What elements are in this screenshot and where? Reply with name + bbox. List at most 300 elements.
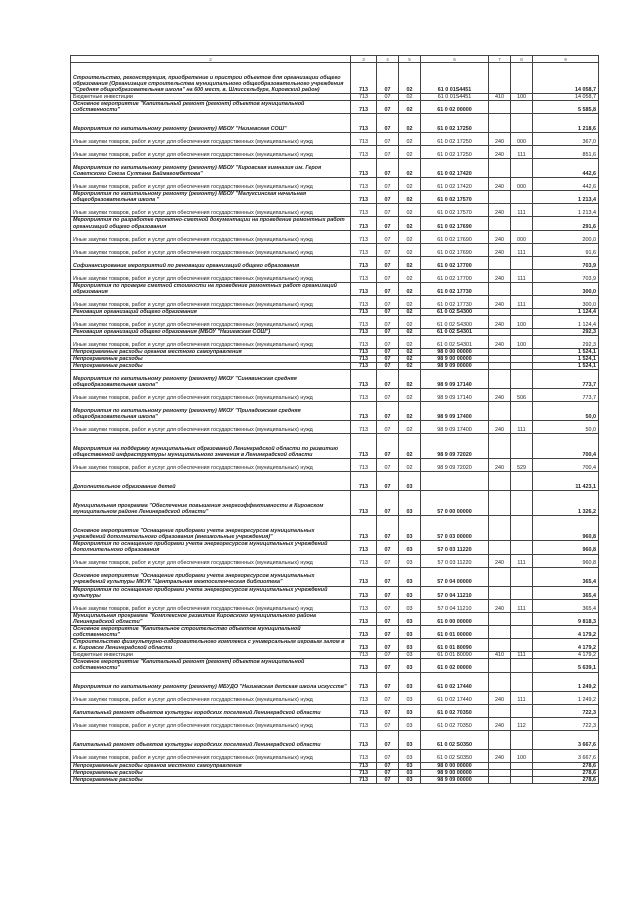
row-gr-code: 713 (351, 356, 377, 363)
row-amount: 703,9 (533, 256, 599, 269)
row-cs-code: 61 0 02 17730 (421, 295, 489, 308)
row-name: Непрограммные расходы органов местного самоуправления (71, 349, 351, 356)
row-pr-code: 03 (399, 599, 421, 612)
table-row (71, 472, 599, 491)
row-name: Иные закупки товаров, работ и услуг для обеспечения государственных (муниципальных) нужд (71, 230, 351, 243)
row-name: Основное мероприятие "Оснащение приборами учета энергоресурсов муниципальных учреждений дополнительного образования (внешкольные учреждения)" (71, 516, 351, 541)
row-gr-code: 713 (351, 133, 377, 146)
row-name: Иные закупки товаров, работ и услуг для обеспечения государственных (муниципальных) нужд (71, 421, 351, 434)
row-name: Бюджетные инвестиции (71, 94, 351, 101)
row-cs-code: 61 0 02 17440 (421, 672, 489, 691)
row-amount: 1 213,4 (533, 204, 599, 217)
row-rz-code: 07 (377, 269, 399, 282)
table-row (71, 769, 599, 776)
row-kosgu-code (511, 256, 533, 269)
row-gr-code: 713 (351, 459, 377, 472)
column-number: 6 (421, 56, 489, 63)
row-vr-code: 240 (489, 749, 511, 762)
row-kosgu-code (511, 704, 533, 717)
row-rz-code: 07 (377, 356, 399, 363)
row-pr-code: 03 (399, 672, 421, 691)
row-name: Муниципальная программа "Обеспечение повышения энергоэффективности в Кировском муниципальном районе Ленинградской области" (71, 491, 351, 516)
row-rz-code: 07 (377, 204, 399, 217)
row-cs-code: 57 0 00 00000 (421, 491, 489, 516)
row-amount: 1 249,2 (533, 672, 599, 691)
row-name: Иные закупки товаров, работ и услуг для обеспечения государственных (муниципальных) нужд (71, 749, 351, 762)
row-kosgu-code: 100 (511, 749, 533, 762)
row-rz-code: 07 (377, 762, 399, 769)
row-rz-code: 07 (377, 776, 399, 783)
row-name: Иные закупки товаров, работ и услуг для обеспечения государственных (муниципальных) нужд (71, 243, 351, 256)
row-kosgu-code: 000 (511, 230, 533, 243)
row-rz-code: 07 (377, 704, 399, 717)
row-kosgu-code (511, 769, 533, 776)
table-row (71, 762, 599, 769)
row-cs-code: 98 9 09 17140 (421, 389, 489, 402)
table-row (71, 612, 599, 625)
row-name: Иные закупки товаров, работ и услуг для обеспечения государственных (муниципальных) нужд (71, 178, 351, 191)
row-pr-code: 03 (399, 717, 421, 730)
row-pr-code: 02 (399, 256, 421, 269)
row-rz-code: 07 (377, 133, 399, 146)
table-row (71, 94, 599, 101)
row-name: Строительство физкультурно-оздоровительного комплекса с универсальным игровым залом в г. Кировске Ленинградской области (71, 639, 351, 652)
row-vr-code: 240 (489, 421, 511, 434)
row-name: Иные закупки товаров, работ и услуг для обеспечения государственных (муниципальных) нужд (71, 554, 351, 567)
row-amount: 365,4 (533, 586, 599, 599)
row-cs-code: 61 0 02 17570 (421, 191, 489, 204)
row-amount: 1 124,4 (533, 315, 599, 328)
row-vr-code (489, 762, 511, 769)
row-cs-code: 61 0 01 80090 (421, 639, 489, 652)
row-name: Мероприятия на поддержку муниципальных образований Ленинградской области по развитию общественной инфраструктуры муниципального значения в Ленинградской области (71, 434, 351, 459)
row-rz-code: 07 (377, 612, 399, 625)
row-pr-code: 03 (399, 554, 421, 567)
row-cs-code: 57 0 04 00000 (421, 567, 489, 586)
row-vr-code (489, 516, 511, 541)
row-vr-code: 240 (489, 599, 511, 612)
row-gr-code: 713 (351, 217, 377, 230)
row-rz-code: 07 (377, 114, 399, 133)
row-amount: 14 058,7 (533, 94, 599, 101)
row-gr-code: 713 (351, 363, 377, 370)
table-row (71, 402, 599, 421)
row-gr-code: 713 (351, 389, 377, 402)
row-cs-code: 61 0 01 00000 (421, 625, 489, 638)
row-gr-code: 713 (351, 191, 377, 204)
table-row (71, 230, 599, 243)
row-pr-code: 03 (399, 776, 421, 783)
row-cs-code: 98 0 00 00000 (421, 762, 489, 769)
row-cs-code: 61 0 02 S0350 (421, 730, 489, 749)
row-amount: 3 667,6 (533, 730, 599, 749)
row-pr-code: 02 (399, 146, 421, 159)
row-amount: 5 585,8 (533, 101, 599, 114)
row-vr-code: 240 (489, 691, 511, 704)
row-gr-code: 713 (351, 315, 377, 328)
table-row (71, 672, 599, 691)
row-amount: 300,0 (533, 295, 599, 308)
row-kosgu-code: 100 (511, 336, 533, 349)
row-gr-code: 713 (351, 717, 377, 730)
row-pr-code: 02 (399, 63, 421, 94)
row-rz-code: 07 (377, 717, 399, 730)
row-pr-code: 02 (399, 133, 421, 146)
row-rz-code: 07 (377, 567, 399, 586)
row-amount: 278,6 (533, 762, 599, 769)
row-amount: 292,3 (533, 336, 599, 349)
table-row (71, 159, 599, 178)
row-kosgu-code (511, 370, 533, 389)
row-rz-code: 07 (377, 541, 399, 554)
table-row (71, 363, 599, 370)
table-row (71, 295, 599, 308)
row-pr-code: 02 (399, 434, 421, 459)
row-rz-code: 07 (377, 282, 399, 295)
row-rz-code: 07 (377, 295, 399, 308)
row-vr-code: 240 (489, 146, 511, 159)
row-vr-code (489, 434, 511, 459)
table-row (71, 459, 599, 472)
row-amount: 291,6 (533, 217, 599, 230)
table-row (71, 554, 599, 567)
row-cs-code: 61 0 00 00000 (421, 612, 489, 625)
row-name: Непрограммные расходы (71, 363, 351, 370)
row-cs-code: 61 0 02 00000 (421, 101, 489, 114)
row-cs-code: 61 0 02 17700 (421, 269, 489, 282)
row-cs-code: 98 9 00 00000 (421, 769, 489, 776)
row-cs-code: 61 0 02 00000 (421, 659, 489, 672)
row-kosgu-code: 111 (511, 421, 533, 434)
row-kosgu-code (511, 308, 533, 315)
column-number: 8 (511, 56, 533, 63)
row-rz-code: 07 (377, 691, 399, 704)
budget-table (70, 55, 599, 784)
row-amount: 700,4 (533, 459, 599, 472)
row-name: Непрограммные расходы (71, 776, 351, 783)
row-kosgu-code (511, 541, 533, 554)
row-amount: 851,6 (533, 146, 599, 159)
row-name: Непрограммные расходы (71, 356, 351, 363)
row-kosgu-code (511, 159, 533, 178)
row-rz-code: 07 (377, 491, 399, 516)
row-kosgu-code: 111 (511, 204, 533, 217)
row-gr-code: 713 (351, 625, 377, 638)
row-vr-code: 240 (489, 315, 511, 328)
row-name: Иные закупки товаров, работ и услуг для обеспечения государственных (муниципальных) нужд (71, 599, 351, 612)
row-amount: 4 179,2 (533, 625, 599, 638)
row-vr-code: 240 (489, 269, 511, 282)
row-vr-code (489, 356, 511, 363)
row-cs-code: 98 9 09 00000 (421, 776, 489, 783)
row-vr-code: 240 (489, 243, 511, 256)
row-vr-code (489, 672, 511, 691)
row-pr-code: 03 (399, 625, 421, 638)
row-rz-code: 07 (377, 63, 399, 94)
table-row (71, 191, 599, 204)
row-name: Иные закупки товаров, работ и услуг для обеспечения государственных (муниципальных) нужд (71, 717, 351, 730)
row-rz-code: 07 (377, 217, 399, 230)
row-pr-code: 03 (399, 730, 421, 749)
row-rz-code: 07 (377, 191, 399, 204)
row-kosgu-code (511, 328, 533, 335)
row-pr-code: 03 (399, 704, 421, 717)
table-row (71, 776, 599, 783)
row-gr-code: 713 (351, 652, 377, 659)
row-name: Мероприятия по капитальному ремонту (ремонту) МБОУ "Кировская гимназия им. Героя Советского Союза Султана Баймагомбетова" (71, 159, 351, 178)
row-amount: 91,6 (533, 243, 599, 256)
row-gr-code: 713 (351, 704, 377, 717)
table-row (71, 421, 599, 434)
row-vr-code (489, 704, 511, 717)
row-pr-code: 03 (399, 472, 421, 491)
row-gr-code: 713 (351, 146, 377, 159)
row-gr-code: 713 (351, 336, 377, 349)
row-amount: 50,0 (533, 421, 599, 434)
row-kosgu-code (511, 402, 533, 421)
table-row (71, 133, 599, 146)
row-cs-code: 61 0 02 S4301 (421, 328, 489, 335)
row-kosgu-code: 529 (511, 459, 533, 472)
row-pr-code: 02 (399, 295, 421, 308)
row-cs-code: 61 0 02 17250 (421, 146, 489, 159)
row-rz-code: 07 (377, 402, 399, 421)
row-pr-code: 02 (399, 459, 421, 472)
row-amount: 278,6 (533, 769, 599, 776)
row-name: Мероприятия по проверке сметной стоимости на проведение ремонтных работ организаций образования (71, 282, 351, 295)
row-name: Мероприятия по капитальному ремонту (ремонту) МБОУ "Назиевская СОШ" (71, 114, 351, 133)
row-vr-code (489, 114, 511, 133)
row-pr-code: 02 (399, 315, 421, 328)
row-gr-code: 713 (351, 94, 377, 101)
row-pr-code: 03 (399, 541, 421, 554)
table-row (71, 243, 599, 256)
row-amount: 365,4 (533, 567, 599, 586)
row-gr-code: 713 (351, 599, 377, 612)
row-name: Муниципальная программа "Комплексное развитие Кировского муниципального района Ленинградской области" (71, 612, 351, 625)
row-pr-code: 02 (399, 178, 421, 191)
row-gr-code: 713 (351, 776, 377, 783)
row-amount: 1 326,2 (533, 491, 599, 516)
row-amount: 4 179,2 (533, 639, 599, 652)
row-vr-code: 240 (489, 178, 511, 191)
row-rz-code: 07 (377, 625, 399, 638)
row-vr-code (489, 639, 511, 652)
row-name: Иные закупки товаров, работ и услуг для обеспечения государственных (муниципальных) нужд (71, 389, 351, 402)
row-gr-code: 713 (351, 114, 377, 133)
row-pr-code: 03 (399, 612, 421, 625)
row-amount: 11 423,1 (533, 472, 599, 491)
row-vr-code: 240 (489, 133, 511, 146)
row-kosgu-code (511, 63, 533, 94)
row-cs-code: 57 0 03 11220 (421, 554, 489, 567)
row-name: Иные закупки товаров, работ и услуг для обеспечения государственных (муниципальных) нужд (71, 146, 351, 159)
table-row (71, 114, 599, 133)
table-row (71, 491, 599, 516)
table-row (71, 730, 599, 749)
row-name: Основное мероприятие "Капитальный ремонт (ремонт) объектов муниципальной собственности" (71, 659, 351, 672)
row-rz-code: 07 (377, 315, 399, 328)
row-gr-code: 713 (351, 230, 377, 243)
row-amount: 722,3 (533, 704, 599, 717)
row-cs-code: 61 0 02 S4301 (421, 336, 489, 349)
row-cs-code: 57 0 03 11220 (421, 541, 489, 554)
row-vr-code (489, 776, 511, 783)
row-vr-code (489, 491, 511, 516)
column-number: 7 (489, 56, 511, 63)
table-row (71, 691, 599, 704)
row-vr-code: 240 (489, 554, 511, 567)
row-vr-code (489, 101, 511, 114)
row-name: Иные закупки товаров, работ и услуг для обеспечения государственных (муниципальных) нужд (71, 133, 351, 146)
row-amount: 200,0 (533, 230, 599, 243)
row-pr-code: 02 (399, 402, 421, 421)
row-cs-code: 61 0 02 17420 (421, 159, 489, 178)
row-name: Мероприятия по капитальному ремонту (ремонту) МБУДО "Назиевская детская школа искусств" (71, 672, 351, 691)
row-amount: 700,4 (533, 434, 599, 459)
row-cs-code: 61 0 02 17730 (421, 282, 489, 295)
row-kosgu-code (511, 491, 533, 516)
row-gr-code: 713 (351, 101, 377, 114)
row-vr-code (489, 659, 511, 672)
row-gr-code: 713 (351, 730, 377, 749)
row-kosgu-code: 111 (511, 554, 533, 567)
row-vr-code (489, 217, 511, 230)
row-pr-code: 02 (399, 356, 421, 363)
row-name: Иные закупки товаров, работ и услуг для обеспечения государственных (муниципальных) нужд (71, 204, 351, 217)
table-row (71, 256, 599, 269)
budget-table-page (70, 55, 598, 784)
row-vr-code (489, 363, 511, 370)
row-gr-code: 713 (351, 402, 377, 421)
column-number: 9 (533, 56, 599, 63)
row-pr-code: 02 (399, 389, 421, 402)
row-gr-code: 713 (351, 159, 377, 178)
row-pr-code: 02 (399, 269, 421, 282)
table-row (71, 652, 599, 659)
row-pr-code: 03 (399, 516, 421, 541)
row-rz-code: 07 (377, 363, 399, 370)
row-kosgu-code: 112 (511, 717, 533, 730)
row-vr-code (489, 472, 511, 491)
row-gr-code: 713 (351, 516, 377, 541)
row-kosgu-code (511, 356, 533, 363)
row-pr-code: 03 (399, 762, 421, 769)
row-kosgu-code (511, 776, 533, 783)
row-name: Реновация организаций общего образования (МБОУ "Назиевская СОШ") (71, 328, 351, 335)
row-vr-code: 240 (489, 459, 511, 472)
row-cs-code: 98 9 09 17400 (421, 421, 489, 434)
row-name: Иные закупки товаров, работ и услуг для обеспечения государственных (муниципальных) нужд (71, 269, 351, 282)
row-amount: 365,4 (533, 599, 599, 612)
row-gr-code: 713 (351, 178, 377, 191)
row-rz-code: 07 (377, 639, 399, 652)
row-vr-code: 240 (489, 389, 511, 402)
row-amount: 442,6 (533, 159, 599, 178)
row-pr-code: 02 (399, 282, 421, 295)
table-row (71, 328, 599, 335)
row-cs-code: 61 0 02 17570 (421, 204, 489, 217)
row-rz-code: 07 (377, 769, 399, 776)
row-name: Иные закупки товаров, работ и услуг для обеспечения государственных (муниципальных) нужд (71, 336, 351, 349)
row-kosgu-code: 506 (511, 389, 533, 402)
row-name: Строительство, реконструкция, приобретение и пристрои объектов для организации общего образования (Организация строительства муниципального общеобразовательного учреждения "Средняя общеобразовательная школа" на 600 мест, в. Шлиссельбург, Кировский район) (71, 63, 351, 94)
row-cs-code: 61 0 02 17250 (421, 114, 489, 133)
row-amount: 300,0 (533, 282, 599, 295)
row-name: Реновация организаций общего образования (71, 308, 351, 315)
table-row (71, 269, 599, 282)
column-number: 5 (399, 56, 421, 63)
row-cs-code: 61 0 02 70350 (421, 717, 489, 730)
row-pr-code: 03 (399, 652, 421, 659)
row-cs-code: 61 0 02 S4300 (421, 308, 489, 315)
row-pr-code: 03 (399, 659, 421, 672)
table-row (71, 63, 599, 94)
row-rz-code: 07 (377, 94, 399, 101)
row-gr-code: 713 (351, 256, 377, 269)
row-kosgu-code (511, 672, 533, 691)
row-gr-code: 713 (351, 295, 377, 308)
row-cs-code: 61 0 02 17690 (421, 230, 489, 243)
row-amount: 960,8 (533, 541, 599, 554)
row-rz-code: 07 (377, 146, 399, 159)
table-body (71, 63, 599, 784)
row-name: Мероприятия по капитальному ремонту (ремонту) МКОУ "Синявинская средняя общеобразовательная школа" (71, 370, 351, 389)
row-cs-code: 57 0 03 00000 (421, 516, 489, 541)
row-name: Мероприятия по оснащению приборами учета энергоресурсов муниципальных учреждений культуры (71, 586, 351, 599)
row-amount: 292,3 (533, 328, 599, 335)
row-kosgu-code: 111 (511, 295, 533, 308)
table-row (71, 434, 599, 459)
row-gr-code: 713 (351, 586, 377, 599)
row-kosgu-code (511, 363, 533, 370)
row-kosgu-code: 111 (511, 691, 533, 704)
row-rz-code: 07 (377, 652, 399, 659)
row-name: Иные закупки товаров, работ и услуг для обеспечения государственных (муниципальных) нужд (71, 315, 351, 328)
row-rz-code: 07 (377, 243, 399, 256)
row-name: Иные закупки товаров, работ и услуг для обеспечения государственных (муниципальных) нужд (71, 459, 351, 472)
row-amount: 1 249,2 (533, 691, 599, 704)
row-pr-code: 02 (399, 230, 421, 243)
row-gr-code: 713 (351, 63, 377, 94)
row-gr-code: 713 (351, 308, 377, 315)
row-pr-code: 03 (399, 639, 421, 652)
row-gr-code: 713 (351, 554, 377, 567)
row-kosgu-code: 111 (511, 146, 533, 159)
row-vr-code: 240 (489, 717, 511, 730)
row-gr-code: 713 (351, 370, 377, 389)
row-kosgu-code (511, 612, 533, 625)
row-gr-code: 713 (351, 762, 377, 769)
row-rz-code: 07 (377, 672, 399, 691)
row-gr-code: 713 (351, 639, 377, 652)
row-vr-code: 410 (489, 652, 511, 659)
row-pr-code: 02 (399, 363, 421, 370)
row-vr-code (489, 370, 511, 389)
row-rz-code: 07 (377, 389, 399, 402)
row-pr-code: 02 (399, 101, 421, 114)
table-row (71, 370, 599, 389)
row-kosgu-code: 000 (511, 133, 533, 146)
row-gr-code: 713 (351, 472, 377, 491)
row-name: Капитальный ремонт объектов культуры городских поселений Ленинградской области (71, 704, 351, 717)
row-kosgu-code (511, 349, 533, 356)
row-vr-code (489, 159, 511, 178)
row-amount: 3 667,6 (533, 749, 599, 762)
row-kosgu-code (511, 625, 533, 638)
row-cs-code: 98 9 09 72020 (421, 434, 489, 459)
table-row (71, 217, 599, 230)
